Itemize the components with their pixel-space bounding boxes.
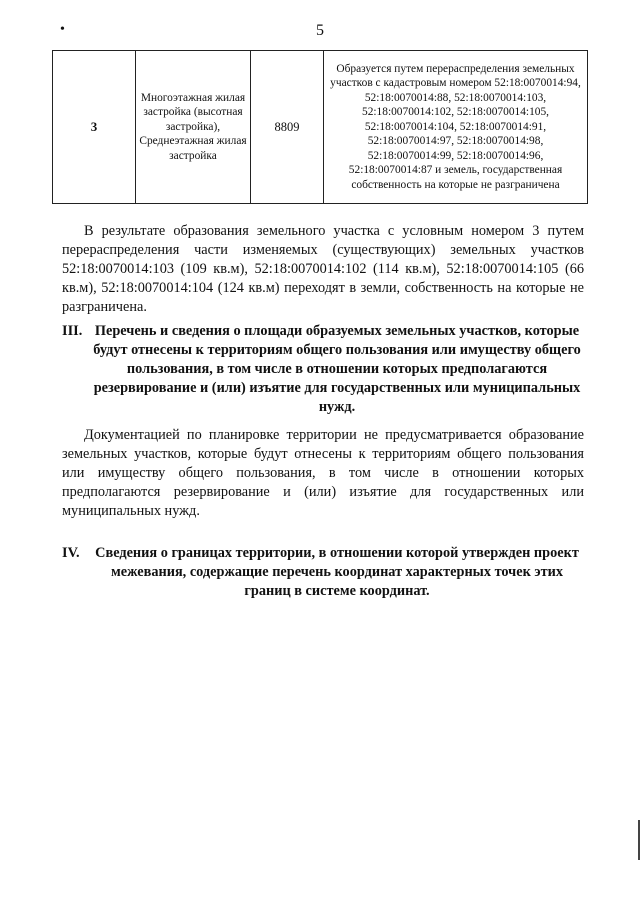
- section-3-paragraph: Документацией по планировке территории не предусматривается образование земельных участков, которые будут отнесены к территориям общего пользования или имуществу общего пользования, в том числе в отношении которых предполагаются резервирование и (или) изъятие для государственных или муниципальных нужд.: [62, 427, 584, 519]
- section-3-title: Перечень и сведения о площади образуемых земельных участков, которые будут отнесены к территориям общего пользования или имуществу общего пользования, в том числе в отношении которых предполагаются резервирование и (или) изъятие для государственных или муниципальных нужд.: [93, 323, 581, 415]
- formation-description-cell: Образуется путем перераспределения земельных участков с кадастровым номером 52:18:0070014:94, 52:18:0070014:88, 52:18:0070014:103, 52:18:0070014:102, 52:18:0070014:105, 52:18:0070014:104, 52:18:0070014:91, 52:18:0070014:97, 52:18:0070014:98, 52:18:0070014:99, 52:18:0070014:96, 52:18:0070014:87 и земель, государственная собственность на которые не разграничена: [324, 51, 588, 204]
- section-4-number: IV.: [62, 545, 80, 561]
- parcel-table: [52, 50, 588, 204]
- zone-type-cell: Многоэтажная жилая застройка (высотная застройка), Среднеэтажная жилая застройка: [136, 51, 251, 204]
- section-3-heading: [62, 322, 584, 417]
- page-dot: •: [60, 22, 65, 37]
- redistribution-paragraph: В результате образования земельного участка с условным номером 3 путем перераспределения части изменяемых (существующих) земельных участков 52:18:0070014:103 (109 кв.м), 52:18:0070014:102 (114 кв.м), 52:18:0070014:105 (66 кв.м), 52:18:0070014:104 (124 кв.м) переходят в земли, собственность на которые не разграничена.: [62, 223, 584, 315]
- table-row: [53, 51, 588, 204]
- section-3-number: III.: [62, 323, 83, 339]
- area-cell: 8809: [251, 51, 324, 204]
- section-4-title: Сведения о границах территории, в отношении которой утвержден проект межевания, содержащие перечень координат характерных точек этих границ в системе координат.: [95, 545, 579, 599]
- page-number: 5: [316, 22, 324, 39]
- section-4-heading: [62, 544, 584, 601]
- parcel-number-cell: 3: [53, 51, 136, 204]
